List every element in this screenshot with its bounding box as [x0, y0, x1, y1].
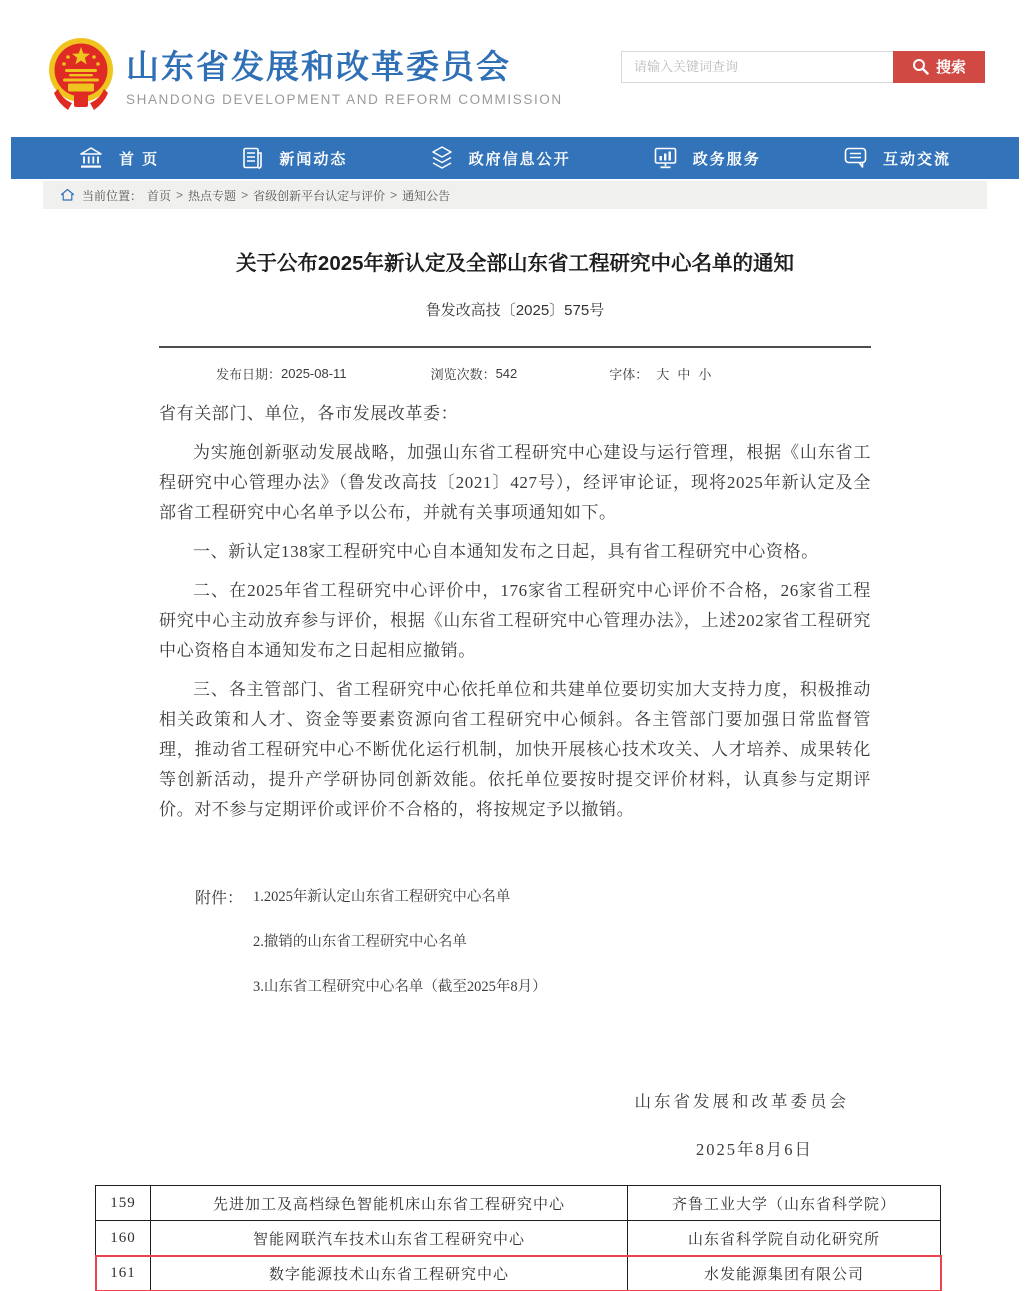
views-label: 浏览次数：: [430, 367, 496, 382]
font-size-large[interactable]: 大: [656, 367, 670, 382]
center-name-cell: 先进加工及高档绿色智能机床山东省工程研究中心: [151, 1186, 628, 1221]
nav-item-interaction[interactable]: [844, 147, 951, 169]
paragraph: 一、新认定138家工程研究中心自本通知发布之日起，具有省工程研究中心资格。: [193, 542, 819, 561]
nav-item-home[interactable]: [79, 147, 159, 169]
organization-cell: 水发能源集团有限公司: [628, 1256, 941, 1291]
search-input[interactable]: [621, 51, 893, 83]
nav-item-news[interactable]: [242, 147, 347, 169]
document-body: [159, 399, 871, 825]
document: [159, 246, 871, 1160]
attachment-link-3[interactable]: 3.山东省工程研究中心名单（截至2025年8月）: [253, 979, 547, 995]
site-subtitle: SHANDONG DEVELOPMENT AND REFORM COMMISSION: [126, 91, 563, 107]
document-title: 关于公布2025年新认定及全部山东省工程研究中心名单的通知: [235, 252, 795, 275]
table-row: [96, 1221, 941, 1256]
signature-date: 2025年8月6日: [696, 1140, 813, 1159]
organization-cell: 山东省科学院自动化研究所: [628, 1221, 941, 1256]
search-box: [621, 51, 985, 83]
signature: 山东省发展和改革委员会: [634, 1092, 849, 1111]
paragraph: 为实施创新驱动发展战略，加强山东省工程研究中心建设与运行管理，根据《山东省工程研究中心管理办法》（鲁发改高技〔2021〕427号），经评审论证，现将2025年新认定及全部省工程研究中心名单予以公布，并就有关事项通知如下。: [159, 443, 871, 522]
nav-item-label: 新闻动态: [279, 150, 348, 168]
breadcrumb-item-platform[interactable]: 省级创新平台认定与评价: [253, 188, 386, 203]
breadcrumb-prefix: 当前位置：: [82, 188, 143, 203]
breadcrumb-item-topics[interactable]: 热点专题: [188, 188, 237, 203]
divider: [159, 346, 871, 348]
nav-item-gov-info[interactable]: [431, 146, 571, 170]
nav-item-label: 首 页: [119, 150, 160, 168]
results-table: [95, 1185, 941, 1291]
bank-icon: [79, 147, 103, 169]
organization-cell: 齐鲁工业大学（山东省科学院）: [628, 1186, 941, 1221]
breadcrumb-item-home[interactable]: 首页: [147, 188, 172, 203]
search-button-label: 搜索: [935, 59, 966, 76]
font-size-medium[interactable]: 中: [677, 367, 691, 382]
home-icon: [61, 189, 74, 201]
nav-item-label: 政府信息公开: [468, 150, 571, 168]
layers-icon: [431, 146, 453, 170]
breadcrumb-separator: >: [241, 188, 249, 202]
salutation: 省有关部门、单位，各市发展改革委：: [159, 404, 459, 423]
news-icon: [242, 147, 263, 169]
font-size-label: 字体：: [609, 367, 649, 382]
site-header: [0, 0, 1030, 137]
paragraph: 三、各主管部门、省工程研究中心依托单位和共建单位要切实加大支持力度，积极推动相关政策和人才、资金等要素资源向省工程研究中心倾斜。各主管部门要加强日常监督管理，推动省工程研究中心不断优化运行机制，加快开展核心技术攻关、人才培养、成果转化等创新活动，提升产学研协同创新效能。依托单位要按时提交评价材料，认真参与定期评价。对不参与定期评价或评价不合格的，将按规定予以撤销。: [159, 680, 871, 819]
search-button[interactable]: [893, 51, 985, 83]
document-meta: [159, 364, 871, 383]
signature-block: [159, 1088, 871, 1160]
center-name-cell: 数字能源技术山东省工程研究中心: [151, 1256, 628, 1291]
font-size-small[interactable]: 小: [698, 367, 712, 382]
monitor-icon: [654, 147, 677, 169]
table-row-highlighted: [96, 1256, 941, 1291]
search-icon: [912, 58, 929, 75]
paragraph: 二、在2025年省工程研究中心评价中，176家省工程研究中心评价不合格，26家省工程研究中心主动放弃参与评价，根据《山东省工程研究中心管理办法》，上述202家省工程研究中心资格自本通知发布之日起相应撤销。: [159, 581, 871, 660]
breadcrumb-item-notices[interactable]: 通知公告: [402, 188, 451, 203]
site-title: 山东省发展和改革委员会: [126, 47, 511, 85]
breadcrumb-separator: >: [390, 188, 398, 202]
breadcrumb-separator: >: [176, 188, 184, 202]
publish-date-label: 发布日期：: [216, 367, 282, 382]
nav-item-label: 政务服务: [692, 150, 761, 168]
national-emblem-logo: [48, 37, 114, 111]
breadcrumb: [43, 181, 987, 209]
attachment-link-2[interactable]: 2.撤销的山东省工程研究中心名单: [253, 934, 467, 950]
attachments-label: 附件：: [195, 890, 244, 907]
document-number: 鲁发改高技〔2025〕575号: [425, 302, 605, 319]
row-number-cell: 161: [96, 1256, 151, 1291]
row-number-cell: 160: [96, 1221, 151, 1256]
attachment-link-1[interactable]: 1.2025年新认定山东省工程研究中心名单: [253, 889, 511, 905]
brand[interactable]: [48, 37, 563, 111]
nav-item-gov-services[interactable]: [654, 147, 761, 169]
nav-item-label: 互动交流: [882, 150, 951, 168]
table-row: [96, 1186, 941, 1221]
views-value: 542: [495, 366, 518, 381]
chat-icon: [844, 147, 867, 169]
publish-date-value: 2025-08-11: [281, 366, 347, 381]
row-number-cell: 159: [96, 1186, 151, 1221]
attachments: [159, 885, 871, 1020]
center-name-cell: 智能网联汽车技术山东省工程研究中心: [151, 1221, 628, 1256]
main-nav: [11, 137, 1019, 179]
